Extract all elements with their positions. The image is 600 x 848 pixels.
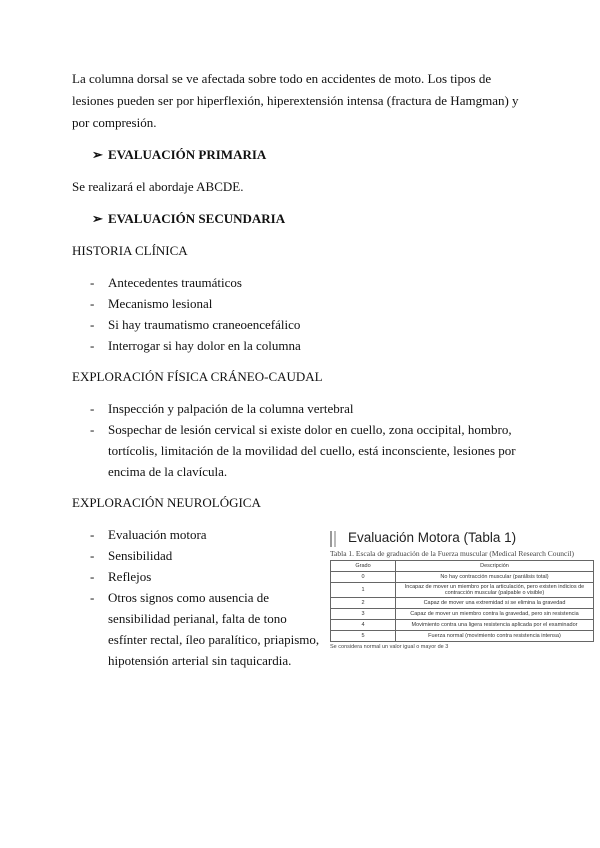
neuro-list [72,524,322,671]
list-item: - Mecanismo lesional [72,293,528,314]
desc-cell: Capaz de mover una extremidad si se elimina la gravedad [396,598,594,609]
table-row [331,609,594,620]
physical-heading: EXPLORACIÓN FÍSICA CRÁNEO-CAUDAL [72,369,323,384]
desc-cell: Capaz de mover un miembro contra la gravedad, pero sin resistencia [396,609,594,620]
arrow-bullet-icon: ➢ [92,147,103,162]
list-item: - Evaluación motora [72,524,322,545]
motor-evaluation-figure [330,530,598,680]
list-item: - Interrogar si hay dolor en la columna [72,335,528,356]
grade-cell: 3 [331,609,396,620]
figure-title [330,530,598,545]
col-grade-header: Grado [331,561,396,572]
desc-cell: Fuerza normal (movimiento contra resistencia intensa) [396,631,594,642]
grade-cell: 2 [331,598,396,609]
list-item: - Inspección y palpación de la columna vertebral [72,398,528,419]
list-item: - Antecedentes traumáticos [72,272,528,293]
title-bar-decoration [334,531,336,547]
primary-text: Se realizará el abordaje ABCDE. [72,179,244,194]
list-item: - Sensibilidad [72,545,322,566]
secondary-heading [72,208,528,230]
table-row [331,631,594,642]
secondary-heading-label: EVALUACIÓN SECUNDARIA [108,211,286,226]
table-row [331,598,594,609]
grade-cell: 5 [331,631,396,642]
col-desc-header: Descripción [396,561,594,572]
history-list [72,272,528,356]
table-row [331,620,594,631]
figure-caption: Tabla 1. Escala de graduación de la Fuerza muscular (Medical Research Council) [330,549,574,558]
list-item: - Reflejos [72,566,322,587]
figure-title-text: Evaluación Motora (Tabla 1) [348,530,517,545]
physical-list [72,398,528,482]
desc-cell: Incapaz de mover un miembro por la articulación, pero existen indicios de contracción muscular (palpable o visible) [396,583,594,598]
desc-cell: Movimiento contra una ligera resistencia aplicada por el examinador [396,620,594,631]
grade-cell: 0 [331,572,396,583]
mrc-table [330,560,594,642]
intro-paragraph: La columna dorsal se ve afectada sobre todo en accidentes de moto. Los tipos de lesiones pueden ser por hiperflexión, hiperextensión intensa (fractura de Hamgman) y por compresión. [72,71,519,130]
grade-cell: 4 [331,620,396,631]
table-row [331,572,594,583]
figure-footnote: Se considera normal un valor igual o mayor de 3 [330,644,449,650]
neuro-heading: EXPLORACIÓN NEUROLÓGICA [72,495,261,510]
list-item: - Si hay traumatismo craneoencefálico [72,314,528,335]
list-item: - Sospechar de lesión cervical si existe dolor en cuello, zona occipital, hombro, tortícolis, limitación de la movilidad del cuello, está inconsciente, lesiones por encima de la clavícula. [72,419,528,482]
arrow-bullet-icon: ➢ [92,211,103,226]
primary-heading-label: EVALUACIÓN PRIMARIA [108,147,267,162]
grade-cell: 1 [331,583,396,598]
list-item: - Otros signos como ausencia de sensibilidad perianal, falta de tono esfínter rectal, íleo paralítico, priapismo, hipotensión arterial sin taquicardia. [72,587,322,671]
table-row [331,583,594,598]
history-heading: HISTORIA CLÍNICA [72,243,188,258]
primary-heading [72,144,528,166]
title-bar-decoration [330,531,332,547]
desc-cell: No hay contracción muscular (parálisis total) [396,572,594,583]
table-header-row [331,561,594,572]
